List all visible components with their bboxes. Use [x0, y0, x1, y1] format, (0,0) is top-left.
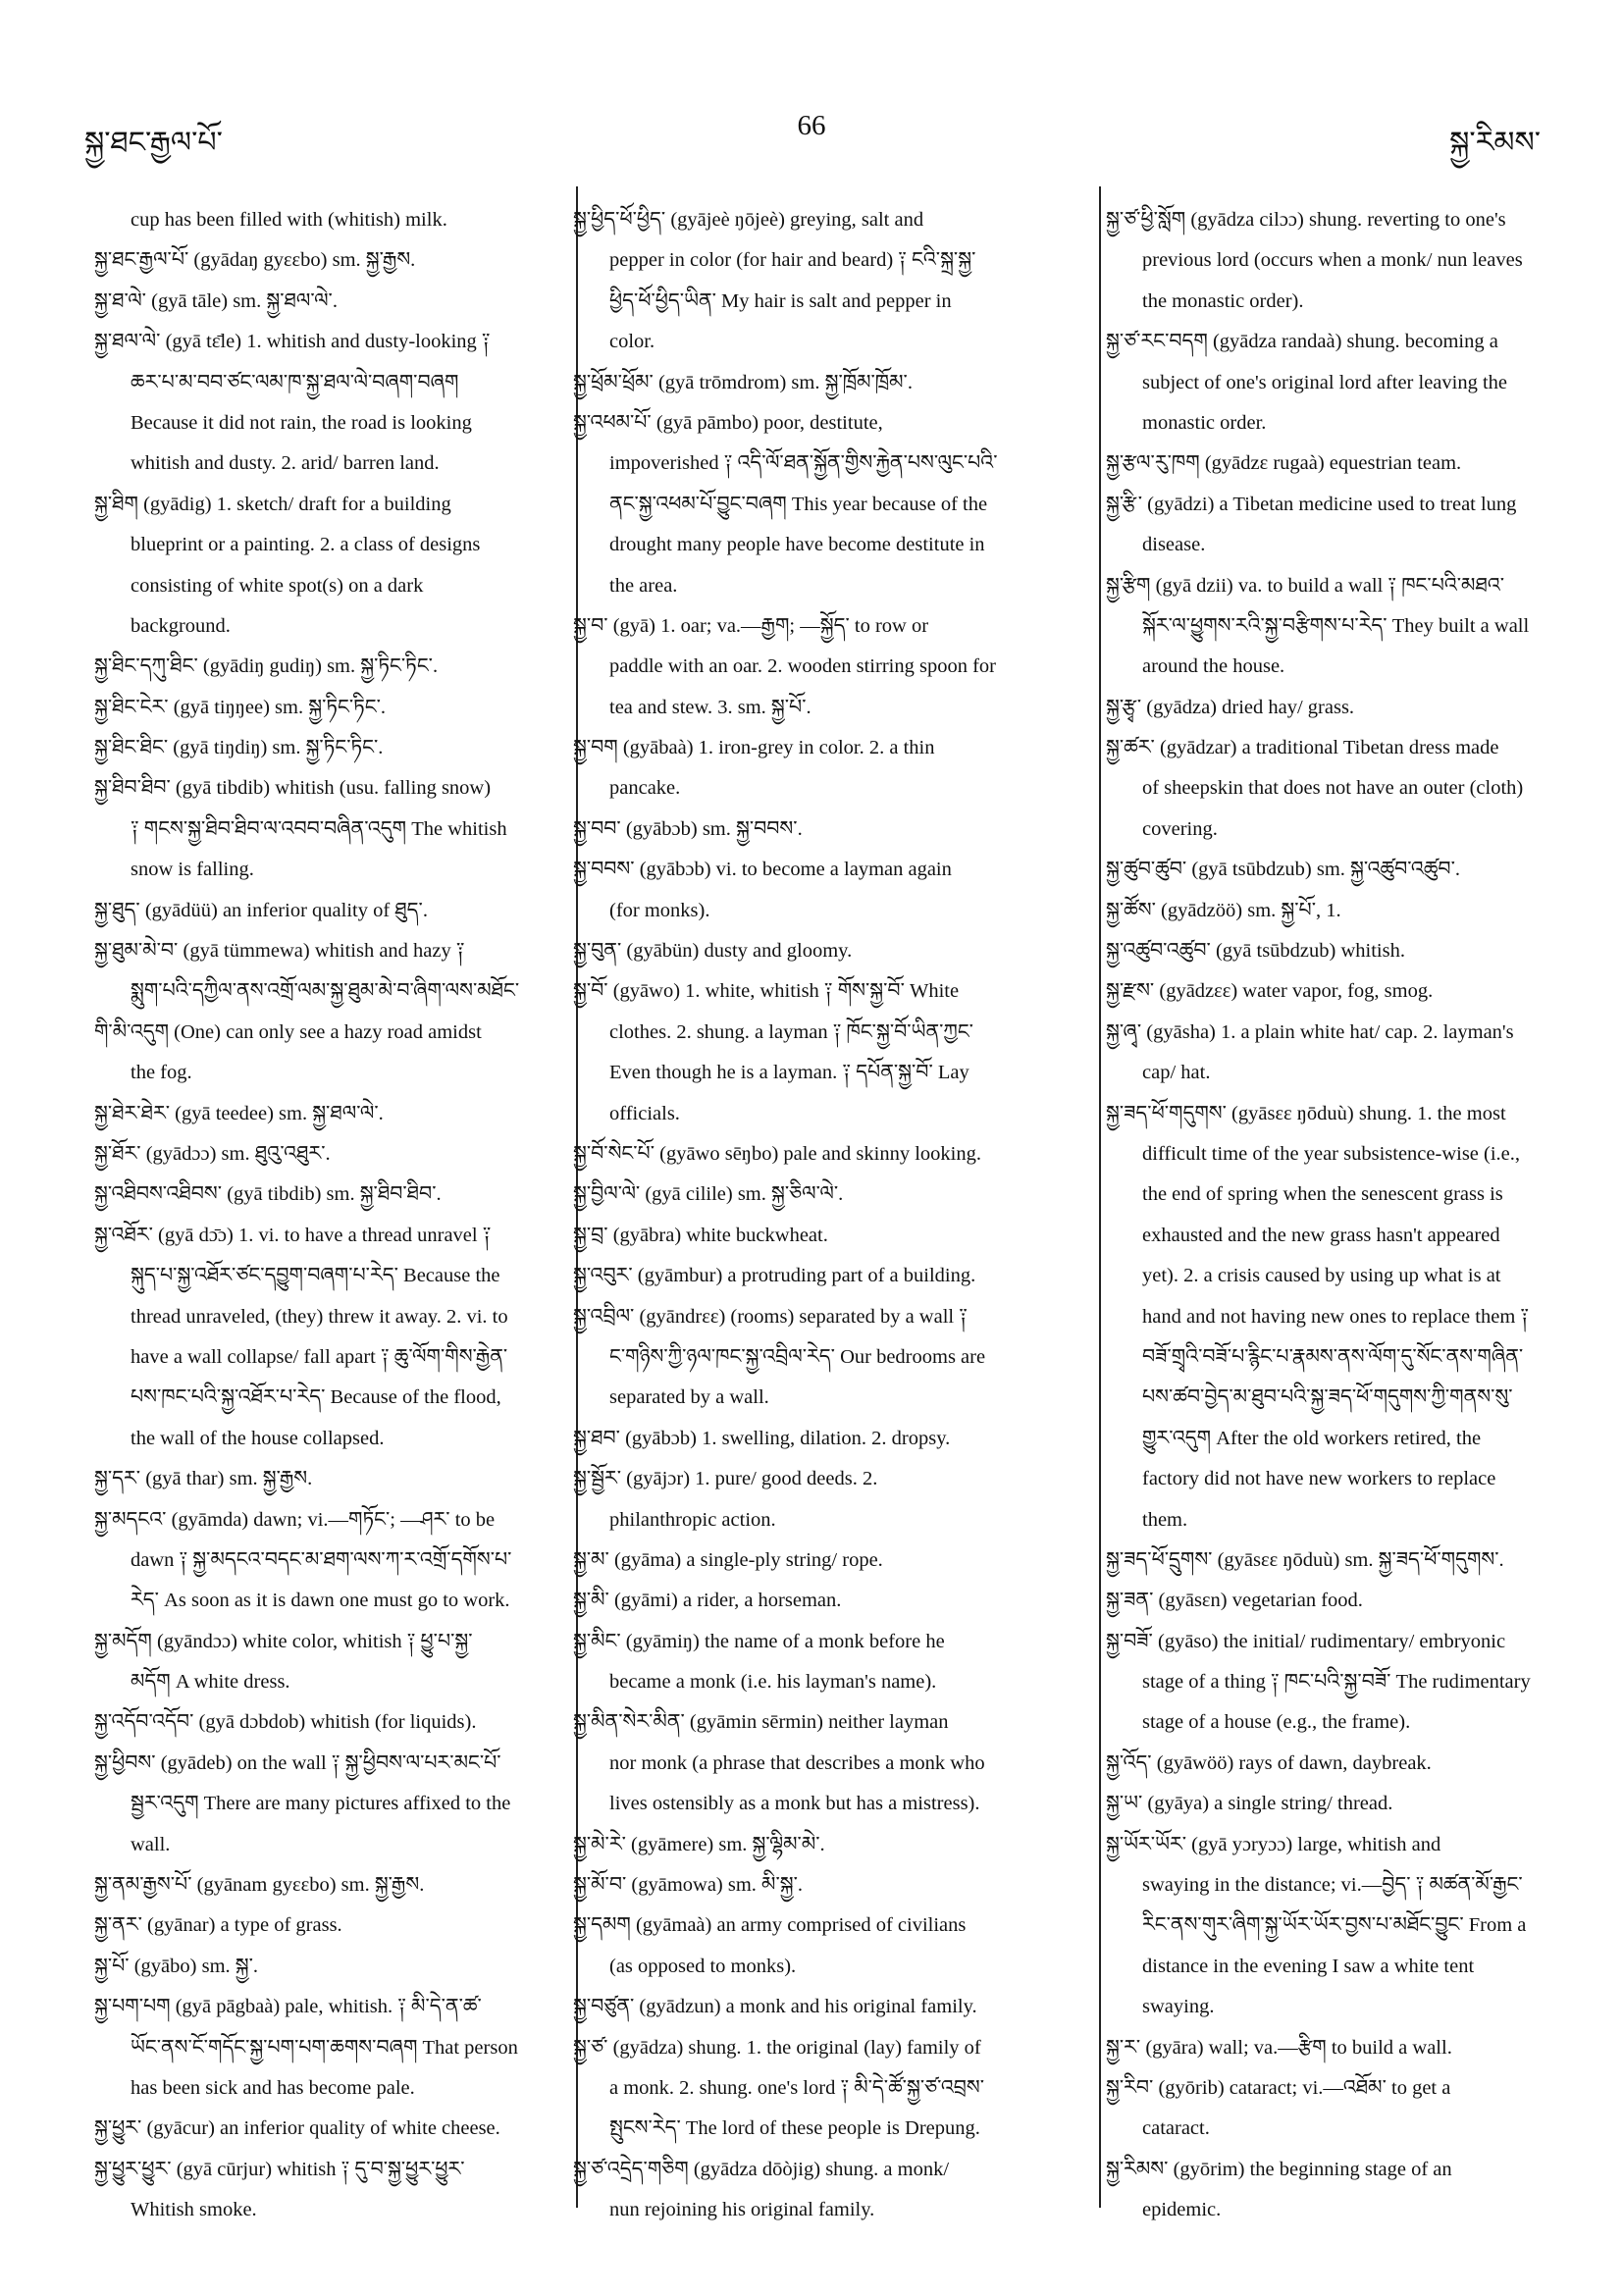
entry-headword-line: སྐྱ་ཐབ་ (gyābɔb) 1. swelling, dilation. 2. dropsy.	[573, 1427, 951, 1449]
entry-headword-line: སྐྱ་བཙུན་ (gyādzun) a monk and his original family.	[573, 1996, 977, 2018]
entry-text-line: disease.	[1142, 534, 1206, 556]
entry-headword-line: སྐྱ་དར་ (gyā thar) sm. སྐྱ་རྒྱས.	[94, 1468, 313, 1490]
entry-text-line: the fog.	[131, 1062, 192, 1084]
entry-text-line: difficult time of the year subsistence-wise (i.e.,	[1142, 1142, 1521, 1165]
entry-text-line: philanthropic action.	[609, 1508, 776, 1531]
entry-headword-line: སྐྱ་ཙ་འདྲེད་གཅིག (gyādza dōòjig) shung. a monk/	[573, 2158, 950, 2180]
entry-text-line: སྨུག་པའི་དཀྱིལ་ནས་འགྲོ་ལམ་སྐྱ་ཐུམ་མེ་བ་ཞིག་ལས་མཐོང་	[131, 980, 520, 1003]
entry-text-line: exhausted and the new grass hasn't appeared	[1142, 1224, 1500, 1246]
entry-text-line: པས་ཚབ་བྱེད་མ་ཐུབ་པའི་སྐྱ་ཟད་ཕོ་གདུགས་ཀྱི་གནས་སུ་	[1142, 1386, 1513, 1409]
entry-headword-line: སྐྱ་རྩྭ་ (gyādza) dried hay/ grass.	[1106, 696, 1355, 718]
entry-text-line: impoverished ༑ འདི་ལོ་ཐན་སྐྱོན་གྱིས་རྐྱེན་པས་ལུང་པའི་	[609, 452, 998, 475]
entry-text-line: སྤུངས་རེད་ The lord of these people is Drepung.	[609, 2117, 980, 2140]
entry-text-line: subject of one's original lord after leaving the	[1142, 371, 1508, 393]
entry-headword-line: སྐྱ་མ་ (gyāma) a single-ply string/ rope.	[573, 1548, 883, 1571]
column-divider	[1099, 186, 1101, 2208]
entry-headword-line: སྐྱ་འབྲིལ་ (gyāndrɛɛ) (rooms) separated by a wall ༑	[573, 1305, 968, 1328]
entry-text-line: previous lord (occurs when a monk/ nun leaves	[1142, 249, 1523, 272]
entry-text-line: Because it did not rain, the road is looking	[131, 411, 472, 434]
entry-text-line: tea and stew. 3. sm. སྐྱ་པོ་.	[609, 696, 812, 718]
entry-headword-line: སྐྱ་པག་པག (gyā pāgbaà) pale, whitish. ༑ མི་དེ་ན་ཚ་	[94, 1996, 482, 2018]
entry-headword-line: སྐྱ་ཐིང་ངེར་ (gyā tiŋŋee) sm. སྐྱ་ཏིང་ཏིང་.	[94, 696, 387, 718]
entry-text-line: them.	[1142, 1508, 1188, 1531]
entry-headword-line: སྐྱ་ཐེར་ཐེར་ (gyā teedee) sm. སྐྱ་ཐལ་ལེ་.	[94, 1102, 384, 1124]
entry-text-line: Whitish smoke.	[131, 2199, 257, 2221]
entry-text-line: ༑ གངས་སྐྱ་ཐིབ་ཐིབ་ལ་འབབ་བཞིན་འདུག The whitish	[131, 817, 507, 840]
entry-text-line: drought many people have become destitute in	[609, 534, 985, 556]
entry-headword-line: སྐྱ་ཟད་ཕོ་དྲུགས་ (gyāsɛɛ ŋōduù) sm. སྐྱ་ཟད་ཕོ་གདུགས་.	[1106, 1548, 1504, 1571]
entry-headword-line: སྐྱ་ཐུད་ (gyādüü) an inferior quality of ཐུད་.	[94, 899, 428, 921]
entry-headword-line: སྐྱ་ཞྭ་ (gyāsha) 1. a plain white hat/ cap. 2. layman's	[1106, 1020, 1514, 1043]
entry-text-line: color.	[609, 331, 655, 353]
entry-headword-line: སྐྱ་རྩལ་རུ་ཁག (gyādzɛ rugaà) equestrian team.	[1106, 452, 1462, 475]
entry-text-line: distance in the evening I saw a white tent	[1142, 1955, 1475, 1977]
entry-text-line: wall.	[131, 1833, 171, 1855]
entry-text-line: stage of a thing ༑ ཁང་པའི་སྐྱ་བཟོ་ The rudimentary	[1142, 1671, 1531, 1694]
entry-text-line: the area.	[609, 574, 678, 597]
entry-headword-line: སྐྱ་པོ་ (gyābo) sm. སྐྱ་.	[94, 1955, 259, 1977]
entry-headword-line: སྐྱ་ཙ་རང་བདག (gyādza randaà) shung. becoming a	[1106, 331, 1498, 353]
entry-headword-line: སྐྱ་ཡ་ (gyāya) a single string/ thread.	[1106, 1793, 1393, 1815]
entry-text-line: གྱུར་འདུག After the old workers retired, the	[1142, 1427, 1482, 1449]
entry-text-line: the end of spring when the senescent grass is	[1142, 1183, 1503, 1206]
entry-headword-line: སྐྱ་མིན་སེར་མིན་ (gyāmin sērmin) neither layman	[573, 1711, 949, 1734]
entry-headword-line: སྐྱ་ཚོས་ (gyādzöö) sm. སྐྱ་པོ་, 1.	[1106, 899, 1341, 921]
entry-text-line: separated by a wall.	[609, 1386, 769, 1409]
entry-text-line: around the house.	[1142, 655, 1285, 678]
entry-text-line: the monastic order).	[1142, 289, 1304, 312]
entry-headword-line: སྐྱ་མི་ (gyāmi) a rider, a horseman.	[573, 1590, 842, 1612]
running-header-right: སྐྱ་རིམས་	[1449, 127, 1541, 159]
entry-text-line: nor monk (a phrase that describes a monk who	[609, 1751, 985, 1774]
entry-text-line: ཕྱིད་ཕོ་ཕྱིད་ཡིན་ My hair is salt and pepper in	[609, 289, 952, 312]
entry-text-line: ང་གཉིས་ཀྱི་ཉལ་ཁང་སྐྱ་འབྲིལ་རེད་ Our bedrooms are	[609, 1345, 986, 1368]
entry-headword-line: སྐྱ་མོ་བ་ (gyāmowa) sm. མི་སྐྱ་.	[573, 1874, 804, 1897]
entry-headword-line: སྐྱ་བབས་ (gyābɔb) vi. to become a layman again	[573, 859, 952, 881]
entry-headword-line: སྐྱ་ཕྱིད་ཕོ་ཕྱིད་ (gyājeè ŋōjeè) greying, salt and	[573, 209, 924, 231]
entry-headword-line: སྐྱ་བུན་ (gyābün) dusty and gloomy.	[573, 940, 853, 963]
entry-headword-line: སྐྱ་འཐོར་ (gyā dɔ̄ɔ) 1. vi. to have a thread unravel ༑	[94, 1224, 492, 1246]
entry-headword-line: སྐྱ་ཙ་ (gyādza) shung. 1. the original (lay) family of	[573, 2036, 981, 2059]
entry-headword-line: སྐྱ་འོད་ (gyāwöö) rays of dawn, daybreak.	[1106, 1751, 1432, 1774]
entry-headword-line: སྐྱ་ཐོར་ (gyādɔɔ) sm. ཐུའུ་འཐུར་.	[94, 1142, 331, 1165]
entry-headword-line: སྐྱ་ཕྱུར་ (gyācur) an inferior quality of white cheese.	[94, 2117, 500, 2140]
entry-headword-line: སྐྱ་བབ་ (gyābɔb) sm. སྐྱ་བབས་.	[573, 817, 803, 840]
dictionary-column-2	[573, 200, 1075, 2231]
entry-headword-line: སྐྱ་ཐང་རྒྱལ་པོ་ (gyādaŋ gyɛɛbo) sm. སྐྱ་རྒྱས.	[94, 249, 416, 272]
entry-headword-line: སྐྱ་ཐིང་དཀུ་ཐིང་ (gyādiŋ gudiŋ) sm. སྐྱ་ཏིང་ཏིང་.	[94, 655, 439, 678]
entry-text-line: རིང་ནས་གུར་ཞིག་སྐྱ་ཡོར་ཡོར་བྱས་པ་མཐོང་བྱུང་ From a	[1142, 1914, 1527, 1937]
entry-text-line: yet). 2. a crisis caused by using up what is at	[1142, 1265, 1501, 1287]
entry-headword-line: སྐྱ་མེ་རེ་ (gyāmere) sm. སྐྱ་ལྷིམ་མེ་.	[573, 1833, 825, 1855]
entry-headword-line: སྐྱ་རྩིག (gyā dzii) va. to build a wall ༑ ཁང་པའི་མཐའ་	[1106, 574, 1505, 597]
entry-headword-line: སྐྱ་ཐུམ་མེ་བ་ (gyā tümmewa) whitish and hazy ༑	[94, 940, 465, 963]
entry-headword-line: སྐྱ་འཕམ་པོ་ (gyā pāmbo) poor, destitute,	[573, 411, 883, 434]
entry-text-line: snow is falling.	[131, 859, 254, 881]
entry-headword-line: སྐྱ་རིམས་ (gyōrim) the beginning stage of an	[1106, 2158, 1452, 2180]
running-header-left: སྐྱ་ཐང་རྒྱལ་པོ་	[84, 127, 223, 159]
dictionary-column-1	[94, 200, 555, 2231]
entry-headword-line: སྐྱ་ཕྱིབས་ (gyādeb) on the wall ༑ སྐྱ་ཕྱིབས་ལ་པར་མང་པོ་	[94, 1751, 501, 1774]
entry-headword-line: སྐྱ་ཟད་ཕོ་གདུགས་ (gyāsɛɛ ŋōduù) shung. 1. the most	[1106, 1102, 1506, 1124]
entry-text-line: (as opposed to monks).	[609, 1955, 797, 1977]
entry-headword-line: སྐྱ་ཡོར་ཡོར་ (gyā yɔryɔɔ) large, whitish and	[1106, 1833, 1441, 1855]
entry-headword-line: སྐྱ་ནམ་རྒྱས་པོ་ (gyānam gyɛɛbo) sm. སྐྱ་རྒྱས.	[94, 1874, 425, 1897]
page-number: 66	[797, 110, 826, 141]
entry-headword-line: སྐྱ་རྩི་ (gyādzi) a Tibetan medicine used to treat lung	[1106, 493, 1517, 515]
entry-headword-line: སྐྱ་ཐིག (gyādig) 1. sketch/ draft for a building	[94, 493, 451, 515]
entry-headword-line: སྐྱ་བོ་ (gyāwo) 1. white, whitish ༑ གོས་སྐྱ་བོ་ White	[573, 980, 960, 1003]
entry-text-line: སྦྱར་འདུག There are many pictures affixed to the	[131, 1793, 511, 1815]
entry-headword-line: སྐྱ་རྫས་ (gyādzɛɛ) water vapor, fog, smog.	[1106, 980, 1434, 1003]
entry-headword-line: སྐྱ་ཕྱུར་ཕྱུར་ (gyā cūrjur) whitish ༑ དུ་བ་སྐྱ་ཕྱུར་ཕྱུར་	[94, 2158, 465, 2180]
entry-headword-line: སྐྱ་ཐིབ་ཐིབ་ (gyā tibdib) whitish (usu. falling snow)	[94, 777, 492, 800]
entry-headword-line: སྐྱ་རིབ་ (gyōrib) cataract; vi.—འཐོམ་ to get a	[1106, 2076, 1451, 2099]
entry-text-line: swaying.	[1142, 1996, 1215, 2018]
entry-text-line: cap/ hat.	[1142, 1062, 1211, 1084]
entry-text-line: ཡོང་ནས་ངོ་གདོང་སྐྱ་པག་པག་ཆགས་བཞག That person	[131, 2036, 518, 2059]
entry-text-line: རེད་ As soon as it is dawn one must go to work.	[131, 1590, 510, 1612]
entry-headword-line: སྐྱ་ནར་ (gyānar) a type of grass.	[94, 1914, 342, 1937]
entry-text-line: dawn ༑ སྐྱ་མདངའ་བདང་མ་ཐག་ལས་ཀ་ར་འགྲོ་དགོས་པ་	[131, 1548, 512, 1571]
entry-text-line: སྐོར་ལ་ཕྱུགས་རའི་སྐྱ་བརྩིགས་པ་རེད་ They built a wall	[1142, 614, 1530, 637]
entry-text-line: consisting of white spot(s) on a dark	[131, 574, 424, 597]
entry-headword-line: སྐྱ་དམག (gyāmaà) an army comprised of civilians	[573, 1914, 967, 1937]
entry-text-line: clothes. 2. shung. a layman ༑ ཁོང་སྐྱ་བོ་ཡིན་ཀྱང་	[609, 1020, 973, 1043]
entry-headword-line: སྐྱ་བ་ (gyā) 1. oar; va.—རྒྱག; —སྐྱོད་ to row or	[573, 614, 929, 637]
entry-text-line: blueprint or a painting. 2. a class of designs	[131, 534, 481, 556]
entry-headword-line: སྐྱ་བག (gyābaà) 1. iron-grey in color. 2. a thin	[573, 737, 935, 759]
entry-text-line: pepper in color (for hair and beard) ༑ ངའི་སྐྲ་སྐྱ་	[609, 249, 976, 272]
entry-headword-line: སྐྱ་བྱིལ་ལེ་ (gyā cilile) sm. སྐྱ་ཅིལ་ལེ་.	[573, 1183, 844, 1206]
entry-text-line: the wall of the house collapsed.	[131, 1427, 385, 1449]
entry-headword-line: སྐྱ་བྲ་ (gyābra) white buckwheat.	[573, 1224, 828, 1246]
entry-text-line: hand and not having new ones to replace them ༑	[1142, 1305, 1530, 1328]
entry-text-line: whitish and dusty. 2. arid/ barren land.	[131, 452, 440, 475]
entry-text-line: monastic order.	[1142, 411, 1267, 434]
entry-text-line: has been sick and has become pale.	[131, 2076, 415, 2099]
entry-headword-line: སྐྱ་འཐིབས་འཐིབས་ (gyā tibdib) sm. སྐྱ་ཐིབ་ཐིབ་.	[94, 1183, 442, 1206]
entry-text-line: (for monks).	[609, 899, 710, 921]
entry-text-line: མདོག A white dress.	[131, 1671, 290, 1694]
entry-text-line: pancake.	[609, 777, 681, 800]
entry-headword-line: སྐྱ་ཕྲོམ་ཕྲོམ་ (gyā trōmdrom) sm. སྐྱ་ཁྲོམ་ཁྲོམ་.	[573, 371, 913, 393]
entry-text-line: nun rejoining his original family.	[609, 2199, 875, 2221]
entry-headword-line: སྐྱ་འདོབ་འདོབ་ (gyā dɔbdob) whitish (for liquids).	[94, 1711, 477, 1734]
entry-text-line: lives ostensibly as a monk but has a mistress).	[609, 1793, 980, 1815]
entry-headword-line: སྐྱ་ཚར་ (gyādzar) a traditional Tibetan dress made	[1106, 737, 1499, 759]
entry-text-line: stage of a house (e.g., the frame).	[1142, 1711, 1411, 1734]
entry-text-line: background.	[131, 614, 231, 637]
entry-text-line: བཟོ་གྲྭའི་བཟོ་པ་རྙིང་པ་རྣམས་ནས་ལོག་དུ་སོང་ནས་གཞིན་	[1142, 1345, 1524, 1368]
entry-headword-line: སྐྱ་ཐལ་ལེ་ (gyā tɛ̄le) 1. whitish and dusty-looking ༑	[94, 331, 491, 353]
entry-text-line: པས་ཁང་པའི་སྐྱ་འཐོར་པ་རེད་ Because of the flood,	[131, 1386, 501, 1409]
entry-headword-line: སྐྱ་ཚུབ་ཚུབ་ (gyā tsūbdzub) sm. སྐྱ་འཚུབ་འཚུབ་.	[1106, 859, 1460, 881]
entry-headword-line: སྐྱ་ཙ་ཕྱི་སློག (gyādza cilɔɔ) shung. reverting to one's	[1106, 209, 1506, 231]
entry-text-line: ཆར་པ་མ་བབ་ཙང་ལམ་ཁ་སྐྱ་ཐལ་ལེ་བཞག་བཞག	[131, 371, 459, 393]
entry-text-line: factory did not have new workers to replace	[1142, 1468, 1496, 1490]
entry-text-line: have a wall collapse/ fall apart ༑ ཆུ་ལོག་གིས་རྒྱེན་	[131, 1345, 508, 1368]
entry-headword-line: སྐྱ་མདོག (gyāndɔɔ) white color, whitish ༑ ཕྱུ་པ་སྐྱ་	[94, 1630, 473, 1652]
entry-text-line: of sheepskin that does not have an outer (cloth)	[1142, 777, 1524, 800]
entry-headword-line: སྐྱ་བཟོ་ (gyāso) the initial/ rudimentary/ embryonic	[1106, 1630, 1506, 1652]
entry-text-line: epidemic.	[1142, 2199, 1222, 2221]
entry-text-line: swaying in the distance; vi.—བྱེད་ ༑ མཚན་མོ་རྒྱང་	[1142, 1874, 1523, 1897]
entry-headword-line: སྐྱ་ཐིང་ཐིང་ (gyā tiŋdiŋ) sm. སྐྱ་ཏིང་ཏིང་.	[94, 737, 384, 759]
entry-text-line: སྐུད་པ་སྐྱ་འཐོར་ཙང་དབྱུག་བཞག་པ་རེད་ Because the	[131, 1265, 500, 1287]
entry-text-line: covering.	[1142, 817, 1218, 840]
entry-headword-line: སྐྱ་མིང་ (gyāmiŋ) the name of a monk before he	[573, 1630, 945, 1652]
entry-headword-line: སྐྱ་ཐ་ལེ་ (gyā tāle) sm. སྐྱ་ཐལ་ལེ་.	[94, 289, 338, 312]
entry-headword-line: སྐྱ་ར་ (gyāra) wall; va.—རྩིག to build a wall.	[1106, 2036, 1452, 2059]
entry-headword-line: གི་མི་འདུག (One) can only see a hazy road amidst	[94, 1020, 482, 1043]
entry-text-line: cataract.	[1142, 2117, 1210, 2140]
entry-headword-line: སྐྱ་བོ་སེང་པོ་ (gyāwo sēŋbo) pale and skinny looking.	[573, 1142, 981, 1165]
entry-headword-line: སྐྱ་མདངའ་ (gyāmda) dawn; vi.—གཏོང་; —ཤར་ to be	[94, 1508, 496, 1531]
entry-text-line: cup has been filled with (whitish) milk.	[131, 209, 447, 231]
entry-headword-line: སྐྱ་འབུར་ (gyāmbur) a protruding part of a building.	[573, 1265, 976, 1287]
entry-headword-line: སྐྱ་ཟན་ (gyāsɛn) vegetarian food.	[1106, 1590, 1363, 1612]
entry-text-line: thread unraveled, (they) threw it away. 2. vi. to	[131, 1305, 508, 1328]
entry-text-line: Even though he is a layman. ༑ དཔོན་སྐྱ་བོ་ Lay	[609, 1062, 969, 1084]
entry-text-line: officials.	[609, 1102, 680, 1124]
entry-headword-line: སྐྱ་འཚུབ་འཚུབ་ (gyā tsūbdzub) whitish.	[1106, 940, 1405, 963]
entry-text-line: became a monk (i.e. his layman's name).	[609, 1671, 937, 1694]
entry-text-line: paddle with an oar. 2. wooden stirring spoon for	[609, 655, 996, 678]
entry-headword-line: སྐྱ་སྦྱོར་ (gyājɔr) 1. pure/ good deeds. 2.	[573, 1468, 878, 1490]
entry-text-line: a monk. 2. shung. one's lord ༑ མི་དེ་ཚོ་སྐྱ་ཙ་འབྲས་	[609, 2076, 985, 2099]
dictionary-column-3	[1106, 200, 1595, 2231]
entry-text-line: ནང་སྐྱ་འཕམ་པོ་བྱུང་བཞག This year because of the	[609, 493, 988, 515]
